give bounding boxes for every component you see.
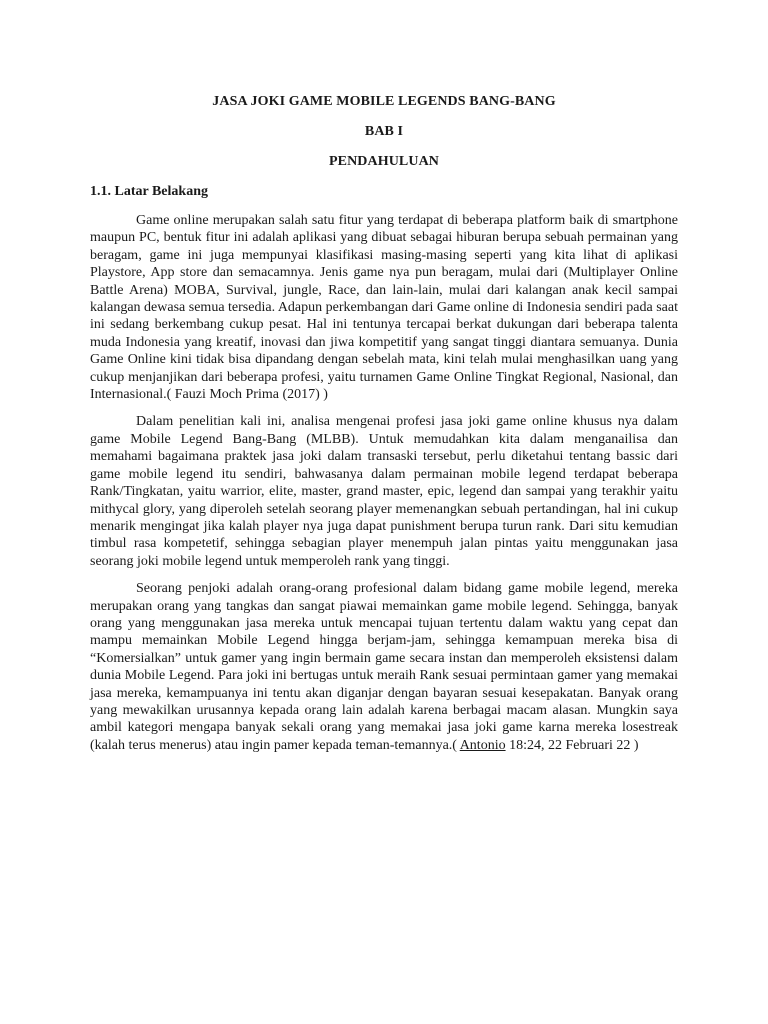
section-heading: 1.1. Latar Belakang	[90, 184, 208, 199]
paragraph-1: Game online merupakan salah satu fitur yang terdapat di beberapa platform baik di smartphone maupun PC, bentuk fitur ini adalah aplikasi yang dibuat sebagai hiburan berupa sebuah permainan yang beragam, game ini juga mempunyai klasifikasi masing-masing seperti yang kita lihat di aplikasi Playstore, App store dan semacamnya. Jenis game nya pun beragam, mulai dari (Multiplayer Online Battle Arena) MOBA, Survival, jungle, Race, dan lain-lain, mulai dari kalangan anak kecil sampai kalangan dewasa semua tersedia. Adapun perkembangan dari Game online di Indonesia sendiri pada saat ini sedang berkembang cukup pesat. Hal ini tentunya tercapai berkat dukungan dari beberapa talenta muda Indonesia yang kreatif, inovasi dan jiwa kompetitif yang sangat tinggi diantara semuanya. Dunia Game Online kini tidak bisa dipandang dengan sebelah mata, kini telah mulai menghasilkan uang yang cukup menjanjikan dari beberapa profesi, yaitu turnamen Game Online Tingkat Regional, Nasional, dan Internasional.( Fauzi Moch Prima (2017) )	[90, 213, 678, 403]
citation-date: 18:24, 22 Februari 22 )	[505, 737, 639, 753]
document-title: JASA JOKI GAME MOBILE LEGENDS BANG-BANG	[212, 94, 556, 109]
chapter-number: BAB I	[364, 124, 404, 139]
document-content	[90, 94, 678, 764]
paragraph-3	[90, 580, 678, 754]
chapter-title: PENDAHULUAN	[329, 154, 439, 169]
citation-author-link[interactable]: Antonio	[459, 737, 506, 753]
paragraph-2: Dalam penelitian kali ini, analisa mengenai profesi jasa joki game online khusus nya dalam game Mobile Legend Bang-Bang (MLBB). Untuk memudahkan kita dalam menganailisa dan memahami bagaimana praktek jasa joki dalam transaski tersebut, perlu diketahui tentang bassic dari game mobile legend itu sendiri, bahwasanya dalam permainan mobile legend terdapat beberapa Rank/Tingkatan, yaitu warrior, elite, master, grand master, epic, legend dan sampai yang terakhir yaitu mithycal glory, yang diperoleh setelah seorang player memenangkan sebuah pertandingan, hal ini cukup menarik mengingat jika kalah player nya juga dapat punishment berupa turun rank. Dari situ kemudian timbul rasa kompetetif, sehingga sebagian player menempuh jalan pintas yaitu menggunakan jasa seorang joki mobile legend untuk memperoleh rank yang tinggi.	[90, 414, 678, 569]
paragraph-3-text: Seorang penjoki adalah orang-orang profesional dalam bidang game mobile legend, mereka merupakan orang yang tangkas dan sangat piawai memainkan game mobile legend. Sehingga, banyak orang yang menggunakan jasa mereka untuk mencapai tujuan tertentu dalam waktu yang cepat dan mampu memainkan Mobile Legend hingga berjam-jam, sehingga kemampuan mereka bisa di “Komersialkan” untuk gamer yang ingin bermain game secara instan dan memperoleh eksistensi dalam dunia Mobile Legend. Para joki ini bertugas untuk meraih Rank sesuai permintaan gamer yang memakai jasa mereka, kemampuanya ini tentu akan diganjar dengan bayaran sesuai kesepakatan. Banyak orang yang mewakilkan urusannya kepada orang lain adalah karena berbagai macam alasan. Mungkin saya ambil kategori mengapa banyak sekali orang yang memakai jasa joki game karna mereka losestreak (kalah terus menerus) atau ingin pamer kepada teman-temannya.(	[90, 581, 678, 753]
